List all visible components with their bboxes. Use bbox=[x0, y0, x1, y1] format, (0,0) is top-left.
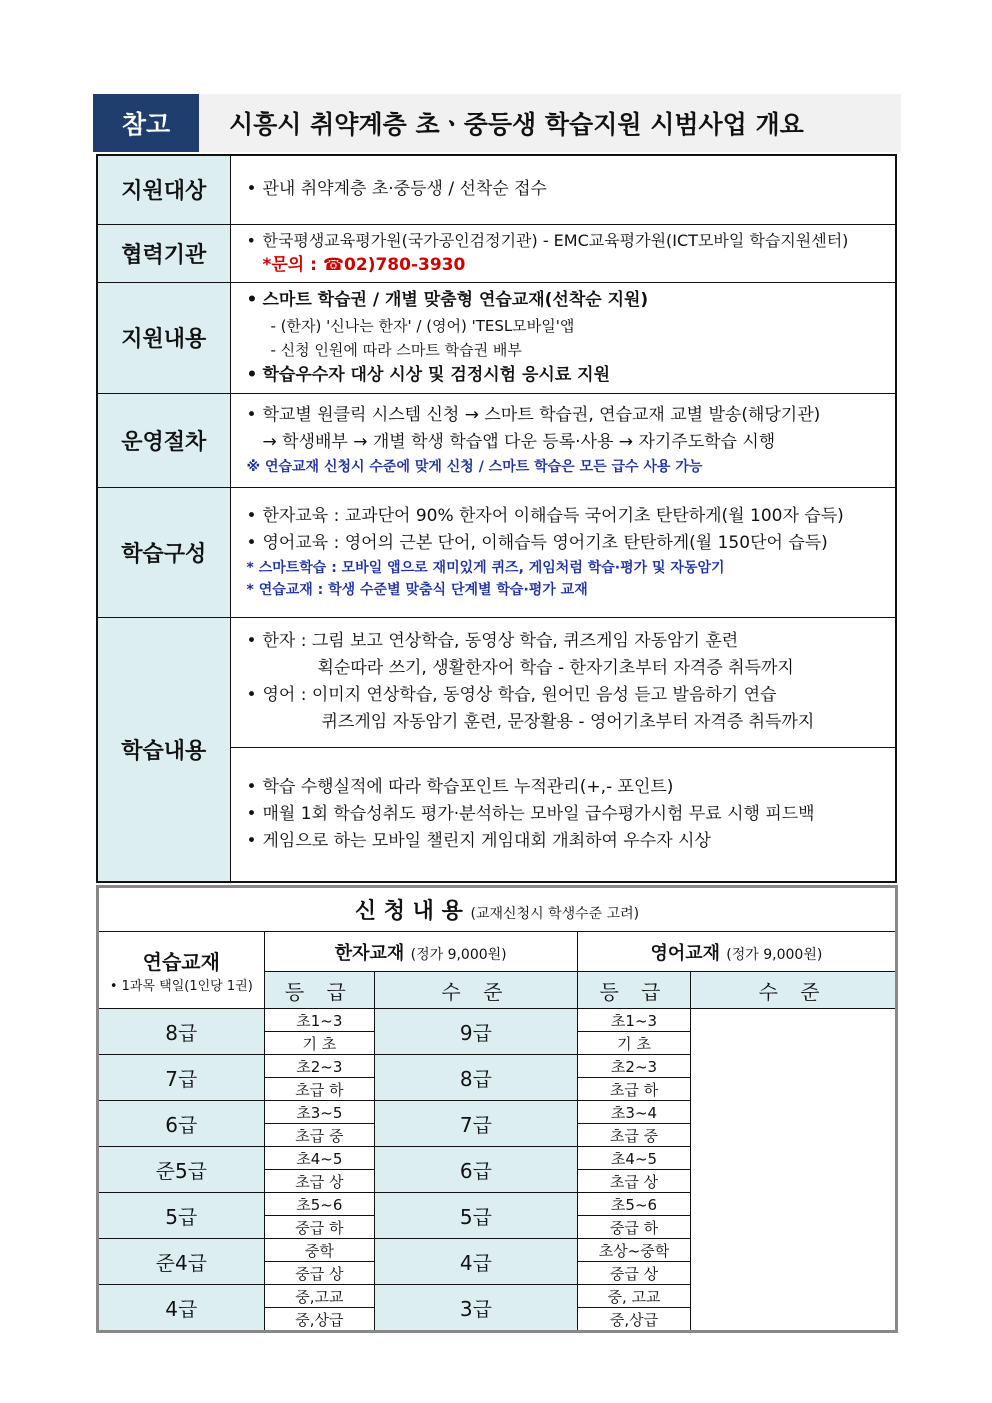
structure-line-2: • 영어교육 : 영어의 근본 단어, 이해습득 영어기초 탄탄하게(월 150단어 습득) bbox=[247, 530, 886, 557]
textbook-note: 1과목 택일(1인당 1권) bbox=[121, 979, 253, 994]
grade-row bbox=[98, 1009, 897, 1032]
english-grade: 5급 bbox=[375, 1193, 578, 1239]
english-book-title: 영어교재 bbox=[650, 942, 721, 964]
hanja-grade: 준5급 bbox=[98, 1147, 265, 1193]
english-level-tier: 중급 하 bbox=[577, 1216, 690, 1239]
hanja-grade: 7급 bbox=[98, 1055, 265, 1101]
hanja-book-price: (정가 9,000원) bbox=[410, 946, 507, 963]
english-level-header: 수 준 bbox=[691, 972, 897, 1009]
hanja-level-tier: 중급 상 bbox=[264, 1262, 374, 1285]
content-label: 학습내용 bbox=[97, 617, 230, 882]
grade-row bbox=[98, 1239, 897, 1262]
hanja-grade-header: 등 급 bbox=[264, 972, 374, 1009]
english-level-tier: 중,상급 bbox=[577, 1308, 690, 1332]
structure-note-2: * 연습교재 : 학생 수준별 맞춤식 단계별 학습·평가 교재 bbox=[246, 582, 588, 598]
hanja-level-tier: 중급 하 bbox=[264, 1216, 374, 1239]
support-item-1: • 스마트 학습권 / 개별 맞춤형 연습교재(선착순 지원) bbox=[247, 287, 886, 314]
english-level-tier: 초급 하 bbox=[577, 1078, 690, 1101]
hanja-grade: 6급 bbox=[98, 1101, 265, 1147]
english-level-tier: 기 초 bbox=[577, 1032, 690, 1055]
hanja-level-tier: 초급 하 bbox=[264, 1078, 374, 1101]
hanja-level-header: 수 준 bbox=[375, 972, 578, 1009]
target-text: • 관내 취약계층 초·중등생 / 선착순 접수 bbox=[247, 176, 886, 203]
support-label: 지원내용 bbox=[97, 282, 230, 393]
structure-label: 학습구성 bbox=[97, 487, 230, 617]
grade-row bbox=[98, 1285, 897, 1308]
english-level-age: 초1~3 bbox=[577, 1009, 690, 1032]
english-level-age: 초3~4 bbox=[577, 1101, 690, 1124]
hanja-level-tier: 기 초 bbox=[264, 1032, 374, 1055]
hanja-level-age: 초3~5 bbox=[264, 1101, 374, 1124]
hanja-grade: 준4급 bbox=[98, 1239, 265, 1285]
english-grade: 7급 bbox=[375, 1101, 578, 1147]
grade-row bbox=[98, 1055, 897, 1078]
hanja-level-tier: 중,상급 bbox=[264, 1308, 374, 1332]
english-grade: 8급 bbox=[375, 1055, 578, 1101]
contact-phone: *문의 : ☎02)780-3930 bbox=[262, 255, 466, 275]
hanja-level-age: 초1~3 bbox=[264, 1009, 374, 1032]
english-level-age: 초4~5 bbox=[577, 1147, 690, 1170]
hanja-book-title: 한자교재 bbox=[334, 942, 405, 964]
grade-row bbox=[98, 1193, 897, 1216]
hanja-level-tier: 초급 중 bbox=[264, 1124, 374, 1147]
application-note: (교재신청시 학생수준 고려) bbox=[470, 906, 640, 922]
english-level-tier: 중급 상 bbox=[577, 1262, 690, 1285]
structure-note-1: * 스마트학습 : 모바일 앱으로 재미있게 퀴즈, 게임처럼 학습·평가 및 자동암기 bbox=[246, 560, 725, 576]
hanja-level-tier: 초급 상 bbox=[264, 1170, 374, 1193]
procedure-note: ※ 연습교재 신청시 수준에 맞게 신청 / 스마트 학습은 모든 급수 사용 가능 bbox=[246, 459, 703, 475]
english-level-age: 중, 고교 bbox=[577, 1285, 690, 1308]
content-extra-3: • 게임으로 하는 모바일 챌린지 게임대회 개최하여 우수자 시상 bbox=[247, 828, 886, 855]
english-grade: 6급 bbox=[375, 1147, 578, 1193]
page-header bbox=[93, 94, 901, 152]
support-sub-2: - 신청 인원에 따라 스마트 학습권 배부 bbox=[270, 340, 522, 359]
english-grade-header: 등 급 bbox=[577, 972, 690, 1009]
english-level-age: 초5~6 bbox=[577, 1193, 690, 1216]
english-level-tier: 초급 중 bbox=[577, 1124, 690, 1147]
reference-tag: 참고 bbox=[93, 94, 199, 152]
textbook-label: 연습교재 bbox=[142, 950, 220, 974]
partner-label: 협력기관 bbox=[97, 224, 230, 282]
content-eng-2: 퀴즈게임 자동암기 훈련, 문장활용 - 영어기초부터 자격증 취득까지 bbox=[321, 712, 815, 732]
content-extra-2: • 매월 1회 학습성취도 평가·분석하는 모바일 급수평가시험 무료 시행 피드백 bbox=[247, 801, 886, 828]
grade-row bbox=[98, 1147, 897, 1170]
support-sub-1: - (한자) '신나는 한자' / (영어) 'TESL모바일'앱 bbox=[270, 316, 575, 335]
english-level-age: 초상~중학 bbox=[577, 1239, 690, 1262]
english-grade: 9급 bbox=[375, 1009, 578, 1055]
content-extra-1: • 학습 수행실적에 따라 학습포인트 누적관리(+,- 포인트) bbox=[247, 774, 886, 801]
textbook-label-cell: 연습교재 • 1과목 택일(1인당 1권) bbox=[98, 932, 265, 1009]
english-book-price: (정가 9,000원) bbox=[726, 946, 823, 963]
content-hanja-1: • 한자 : 그림 보고 연상학습, 동영상 학습, 퀴즈게임 자동암기 훈련 bbox=[247, 628, 886, 655]
procedure-label: 운영절차 bbox=[97, 393, 230, 487]
application-table bbox=[96, 885, 898, 1333]
partner-text: • 한국평생교육평가원(국가공인검정기관) - EMC교육평가원(ICT모바일 학습지원센터) bbox=[247, 229, 886, 253]
target-label: 지원대상 bbox=[97, 155, 230, 224]
english-grade: 3급 bbox=[375, 1285, 578, 1332]
content-eng-1: • 영어 : 이미지 연상학습, 동영상 학습, 원어민 음성 듣고 발음하기 연습 bbox=[247, 682, 886, 709]
english-grade: 4급 bbox=[375, 1239, 578, 1285]
hanja-grade: 5급 bbox=[98, 1193, 265, 1239]
english-level-age: 초2~3 bbox=[577, 1055, 690, 1078]
grade-row bbox=[98, 1101, 897, 1124]
hanja-grade: 8급 bbox=[98, 1009, 265, 1055]
procedure-line-2: → 학생배부 → 개별 학생 학습앱 다운 등록·사용 → 자기주도학습 시행 bbox=[262, 432, 776, 452]
overview-table bbox=[96, 154, 897, 883]
application-title: 신 청 내 용 bbox=[354, 899, 463, 924]
procedure-line-1: • 학교별 원클릭 시스템 신청 → 스마트 학습권, 연습교재 교별 발송(해당기관) bbox=[247, 402, 886, 429]
content-hanja-2: 획순따라 쓰기, 생활한자어 학습 - 한자기초부터 자격증 취득까지 bbox=[317, 658, 794, 678]
hanja-level-age: 초2~3 bbox=[264, 1055, 374, 1078]
hanja-level-age: 중,고교 bbox=[264, 1285, 374, 1308]
support-item-2: • 학습우수자 대상 시상 및 검정시험 응시료 지원 bbox=[247, 362, 886, 389]
hanja-level-age: 초4~5 bbox=[264, 1147, 374, 1170]
hanja-level-age: 중학 bbox=[264, 1239, 374, 1262]
hanja-level-age: 초5~6 bbox=[264, 1193, 374, 1216]
hanja-grade: 4급 bbox=[98, 1285, 265, 1332]
structure-line-1: • 한자교육 : 교과단어 90% 한자어 이해습득 국어기초 탄탄하게(월 100자 습득) bbox=[247, 503, 886, 530]
page-title: 시흥시 취약계층 초ㆍ중등생 학습지원 시범사업 개요 bbox=[199, 94, 901, 152]
english-level-tier: 초급 상 bbox=[577, 1170, 690, 1193]
